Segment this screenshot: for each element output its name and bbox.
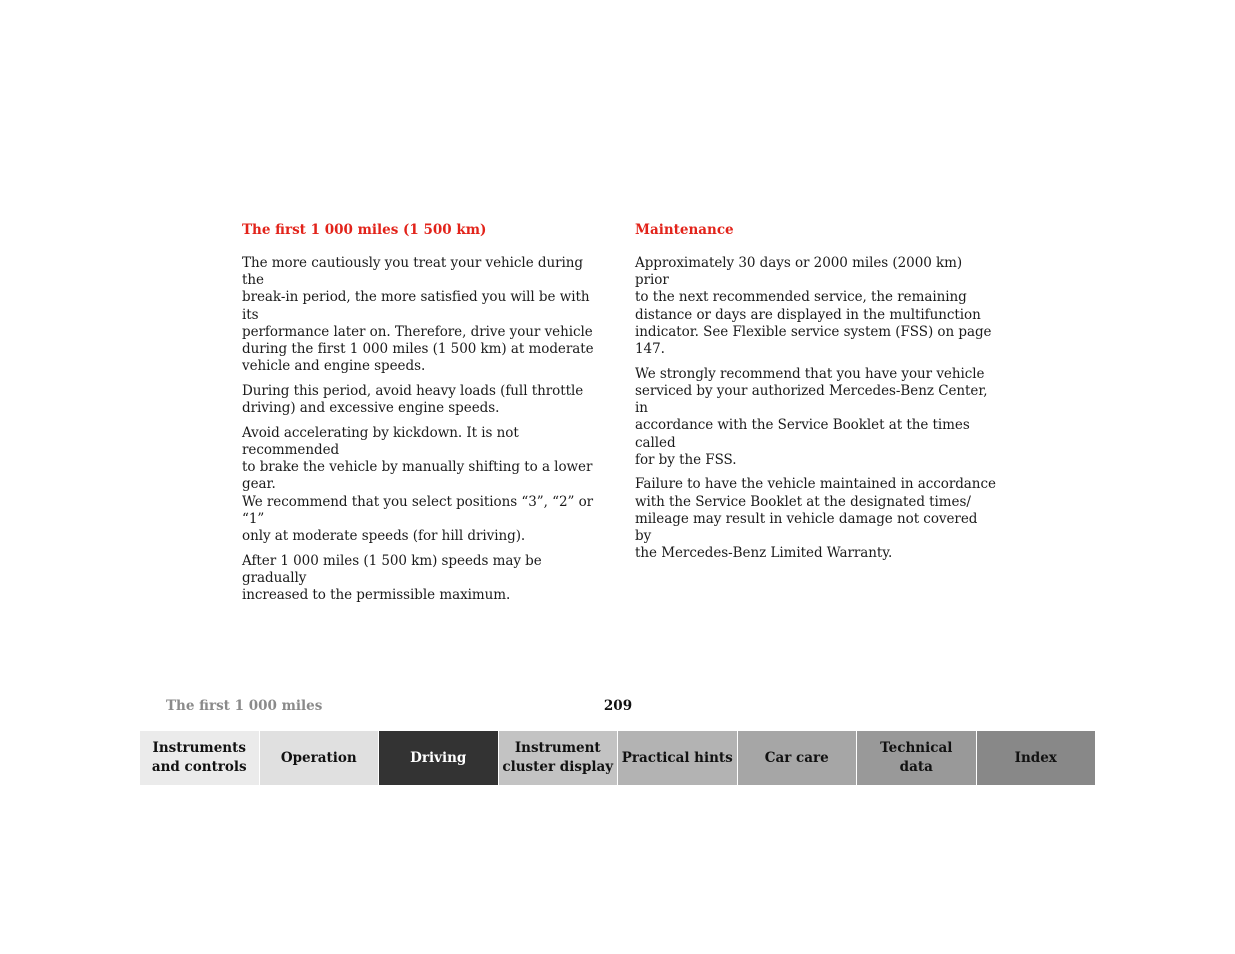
footer-section-title: The first 1 000 miles [166,698,323,714]
section-heading-first-miles: The first 1 000 miles (1 500 km) [242,222,487,238]
paragraph: The more cautiously you treat your vehicle during the break-in period, the more satisfied you will be with its performance later on. Therefore, drive your vehicle during the first 1 000 miles (1 500 km) at moderate vehicle and engine speeds. [242,255,594,375]
nav-tab-instruments-and-controls[interactable]: Instruments and controls [140,731,260,785]
chapter-nav-bar [140,731,1095,785]
left-column [242,221,604,612]
paragraph: Avoid accelerating by kickdown. It is not recommended to brake the vehicle by manually shifting to a lower gear. We recommend that you select positions “3”, “2” or “1” only at moderate speeds (for hill driving). [242,424,594,545]
nav-tab-practical-hints[interactable]: Practical hints [618,731,738,785]
paragraph: After 1 000 miles (1 500 km) speeds may be gradually increased to the permissible maximum. [242,552,542,604]
paragraph: During this period, avoid heavy loads (full throttle driving) and excessive engine speeds. [242,382,584,417]
nav-tab-operation[interactable]: Operation [260,731,380,785]
paragraph: Approximately 30 days or 2000 miles (2000 km) prior to the next recommended service, the remaining distance or days are displayed in the multifunction indicator. See Flexible service system (FSS) on page 147. [635,255,992,358]
nav-tab-car-care[interactable]: Car care [738,731,858,785]
page-number: 209 [603,698,633,714]
nav-tab-instrument-cluster-display[interactable]: Instrument cluster display [499,731,619,785]
paragraph: Failure to have the vehicle maintained in accordance with the Service Booklet at the designated times/ mileage may result in vehicle damage not covered by the Mercedes-Benz Limited Warranty. [635,476,996,562]
nav-tab-technical-data[interactable]: Technical data [857,731,977,785]
right-column [635,221,997,570]
paragraph: We strongly recommend that you have your vehicle serviced by your authorized Mercedes-Benz Center, in accordance with the Service Booklet at the times called for by the FSS. [635,365,988,468]
nav-tab-driving[interactable]: Driving [379,731,499,785]
section-heading-maintenance: Maintenance [635,222,734,238]
nav-tab-index[interactable]: Index [977,731,1096,785]
